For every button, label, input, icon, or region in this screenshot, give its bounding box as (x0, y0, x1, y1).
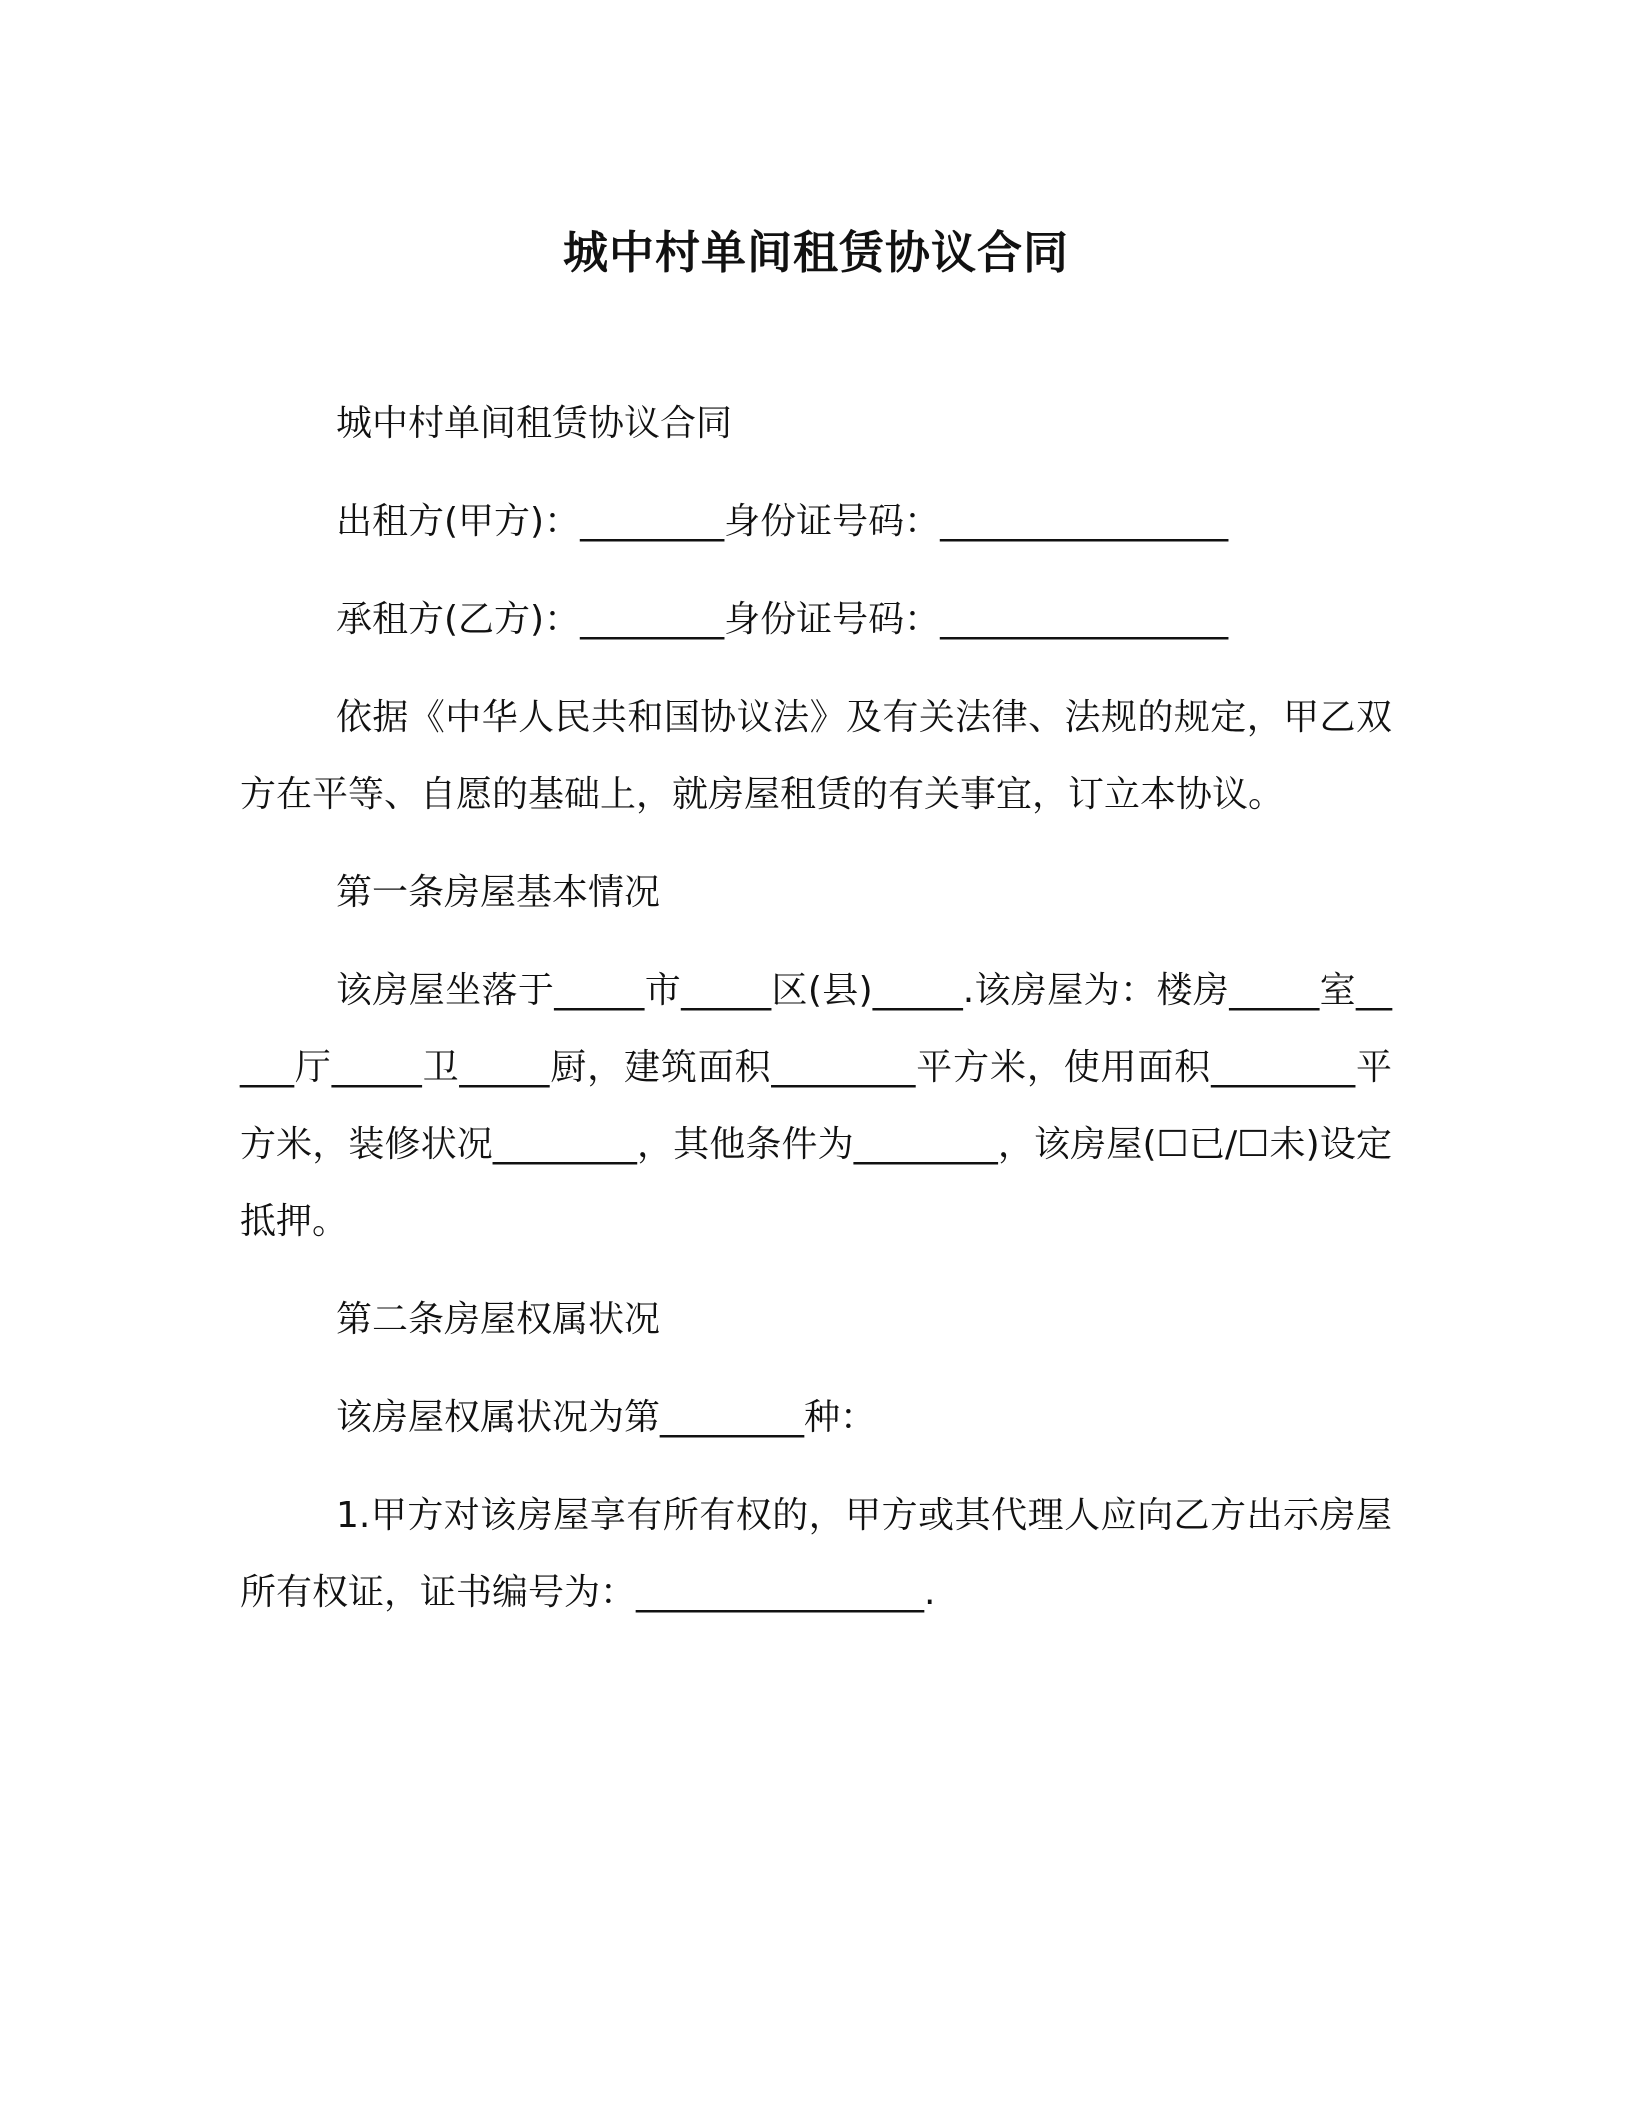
paragraph-lessee: 承租方(乙方)：________身份证号码：________________ (336, 599, 1229, 640)
paragraph-subtitle: 城中村单间租赁协议合同 (336, 403, 733, 444)
paragraph-basis: 依据《中华人民共和国协议法》及有关法律、法规的规定，甲乙双方在平等、自愿的基础上，就房屋租赁的有关事宜，订立本协议。 (240, 697, 1392, 815)
document-body (240, 385, 1392, 1652)
paragraph-house-info: 该房屋坐落于_____市_____区(县)_____.该房屋为：楼房_____室_____厅_____卫_____厨，建筑面积________平方米，使用面积________平方米，装修状况________，其他条件为________，该房屋(☐已/☐未)设定抵押。 (240, 970, 1392, 1242)
heading-article-2: 第二条房屋权属状况 (336, 1299, 661, 1340)
paragraph-ownership-type: 该房屋权属状况为第________种： (336, 1397, 877, 1438)
heading-article-1: 第一条房屋基本情况 (336, 872, 661, 913)
paragraph-ownership-1: 1.甲方对该房屋享有所有权的，甲方或其代理人应向乙方出示房屋所有权证，证书编号为：________________. (240, 1495, 1392, 1613)
document-title: 城中村单间租赁协议合同 (562, 226, 1069, 279)
paragraph-lessor: 出租方(甲方)：________身份证号码：________________ (336, 501, 1229, 542)
